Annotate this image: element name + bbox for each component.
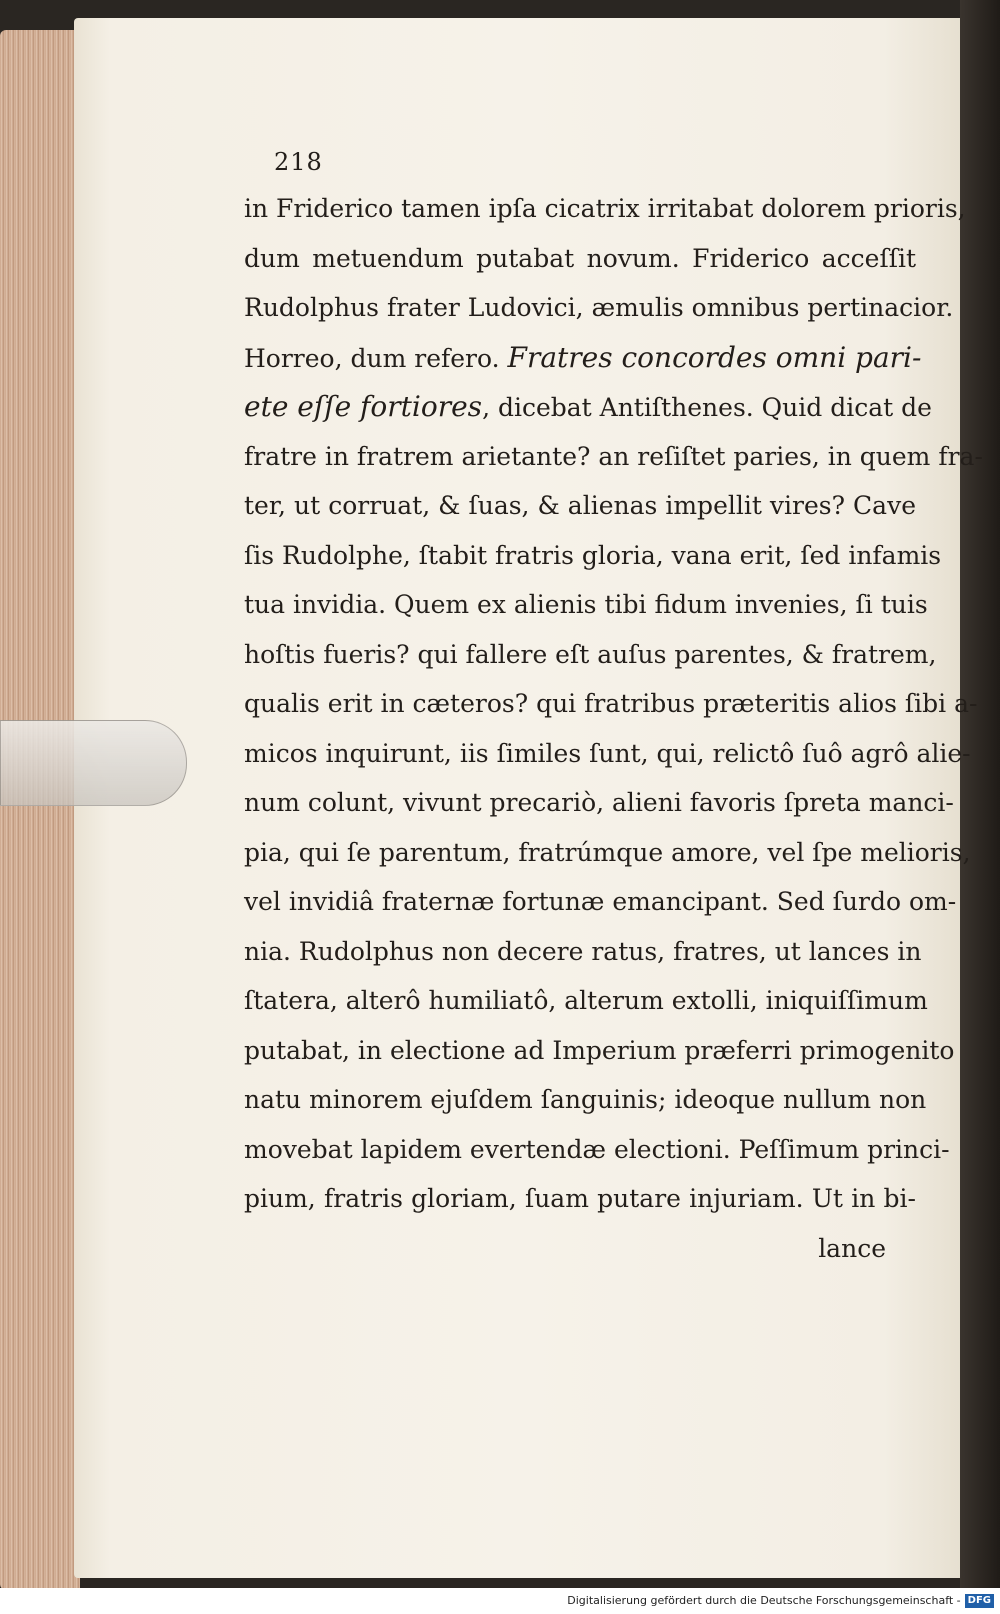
text-line: num colunt, vivunt precariò, alieni favoris ſpreta manci- (244, 788, 954, 817)
italic-quote: Fratres concordes omni pari- (507, 340, 922, 374)
text-line: tua invidia. Quem ex alienis tibi fidum invenies, ſi tuis (244, 590, 928, 619)
digitization-footer (0, 1588, 1000, 1614)
text-line: in Friderico tamen ipſa cicatrix irritabat dolorem prioris, (244, 194, 966, 223)
text-line: vel invidiâ fraternæ fortunæ emancipant. Sed ſurdo om- (244, 887, 957, 916)
text-line: natu minorem ejuſdem ſanguinis; ideoque nullum non (244, 1085, 927, 1114)
text-line: putabat, in electione ad Imperium præferri primogenito (244, 1035, 955, 1065)
text-line: ter, ut corruat, & ſuas, & alienas impellit vires? Cave (244, 491, 916, 520)
text-line: movebat lapidem evertendæ electioni. Peſſimum princi- (244, 1134, 950, 1164)
catchword: lance (818, 1233, 886, 1263)
italic-quote: ete eſſe fortiores (244, 390, 483, 423)
text-line: Rudolphus frater Ludovici, æmulis omnibus pertinacior. (244, 293, 954, 322)
page-clip (0, 720, 187, 806)
text-line: pium, fratris gloriam, ſuam putare injuriam. Ut in bi- (244, 1184, 916, 1213)
text-line: hoſtis fueris? qui fallere eſt auſus parentes, & fratrem, (244, 639, 937, 669)
text-line: ete eſſe fortiores, dicebat Antiſthenes. Quid dicat de (244, 390, 932, 423)
dfg-logo-icon: DFG (965, 1594, 994, 1608)
binding-shadow (960, 0, 1000, 1614)
funding-credit: Digitalisierung gefördert durch die Deutsche Forschungsgemeinschaft - (567, 1594, 961, 1607)
text-line: fratre in fratrem arietante? an reſiſtet paries, in quem fra- (244, 441, 983, 471)
text-line: ſtatera, alterô humiliatô, alterum extolli, iniquiſſimum (244, 986, 928, 1015)
text-line: micos inquirunt, iis ſimiles ſunt, qui, relictô ſuô agrô alie- (244, 738, 971, 768)
page-edge-stack (0, 30, 80, 1590)
page-text-block (244, 140, 983, 1273)
text-line: Horreo, dum refero. Fratres concordes omni pari- (244, 340, 922, 374)
text-line: ſis Rudolphe, ſtabit fratris gloria, vana erit, ſed infamis (244, 540, 942, 570)
text-line: pia, qui ſe parentum, fratrúmque amore, vel ſpe melioris, (244, 837, 971, 867)
page-number: 218 (274, 148, 323, 176)
text-line: nia. Rudolphus non decere ratus, fratres, ut lances in (244, 936, 922, 966)
text-line: dum metuendum putabat novum. Friderico acceſſit (244, 243, 916, 273)
text-line: qualis erit in cæteros? qui fratribus præteritis alios ſibi a- (244, 689, 978, 718)
